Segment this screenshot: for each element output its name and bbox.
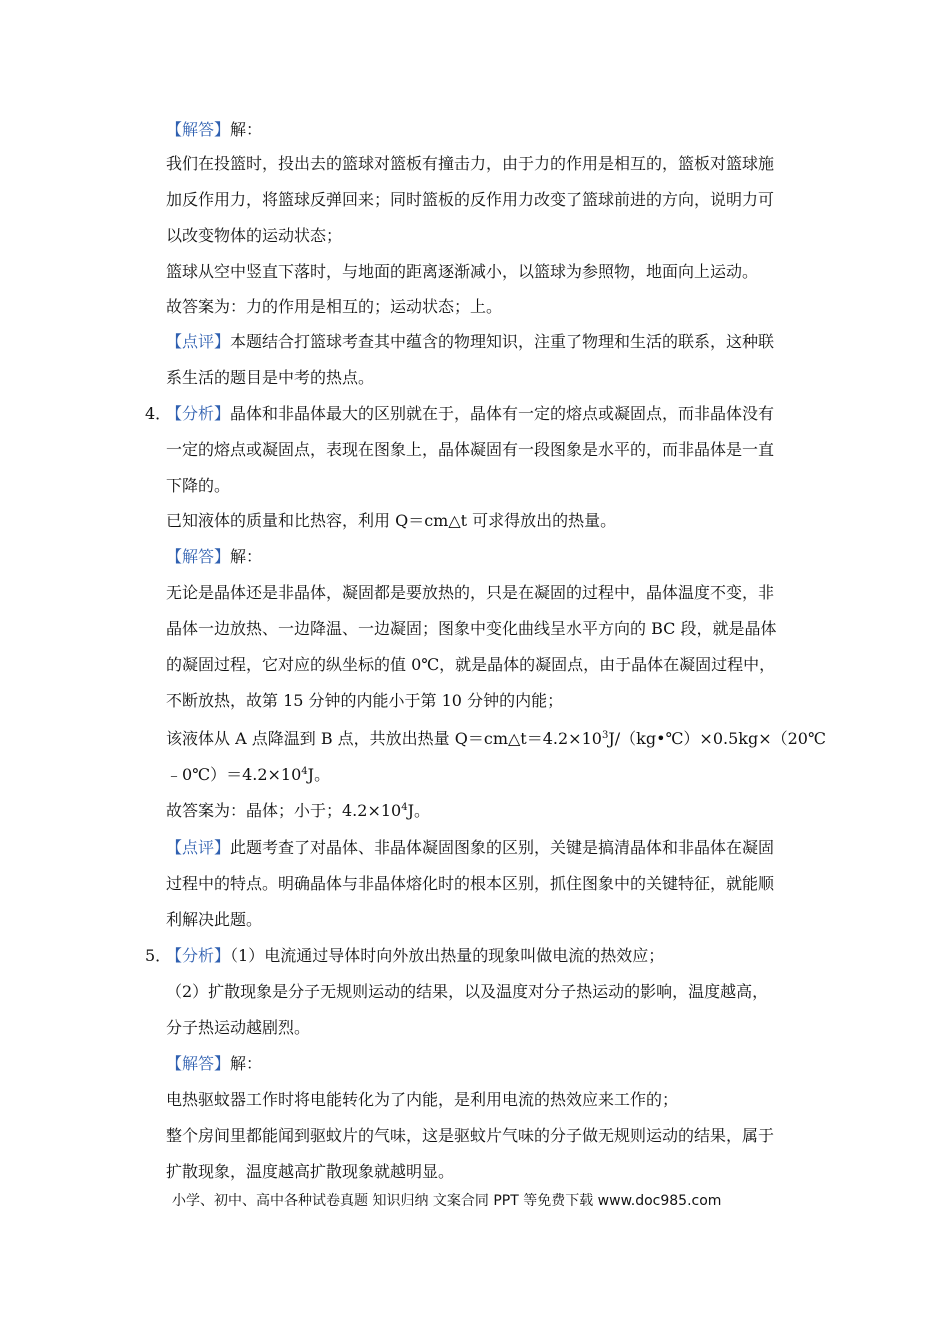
q5-answer-line-2: 整个房间里都能闻到驱蚊片的气味，这是驱蚊片气味的分子做无规则运动的结果，属于 xyxy=(166,1126,775,1145)
q5-analysis-line-2: （2）扩散现象是分子无规则运动的结果，以及温度对分子热运动的影响，温度越高， xyxy=(166,982,769,1001)
answer-tag: 【解答】 xyxy=(166,1054,231,1073)
q4-answer-line-3: 的凝固过程，它对应的纵坐标的值 0℃，就是晶体的凝固点，由于晶体在凝固过程中， xyxy=(166,655,776,674)
q4-analysis-line-2: 一定的熔点或凝固点，表现在图象上，晶体凝固有一段图象是水平的，而非晶体是一直 xyxy=(166,440,775,459)
q4-answer-line-1: 无论是晶体还是非晶体，凝固都是要放热的，只是在凝固的过程中，晶体温度不变，非 xyxy=(166,583,775,602)
q4-comment-line-1: 【点评】此题考查了对晶体、非晶体凝固图象的区别，关键是搞清晶体和非晶体在凝固 xyxy=(166,838,775,857)
q4-answer-line-6: $﹣0℃)=4.2\times 10^4J$。 xyxy=(166,765,331,784)
q3-final-answer: 故答案为：力的作用是相互的；运动状态；上。 xyxy=(166,297,503,316)
analysis-tag: 【分析】 xyxy=(166,946,231,965)
q4-comment-line-3: 利解决此题。 xyxy=(166,910,263,929)
q4-analysis-line-4: 已知液体的质量和比热容，利用 Q＝cm△t 可求得放出的热量。 xyxy=(166,511,617,530)
q3-answer-line-3: 以改变物体的运动状态； xyxy=(166,226,343,245)
page-footer: 小学、初中、高中各种试卷真题 知识归纳 文案合同 PPT 等免费下载 www.doc985.com xyxy=(172,1193,722,1209)
answer-tag: 【解答】 xyxy=(166,120,231,139)
q4-final-answer: 故答案为：晶体；小于；$4.2\times 10^4J$。 xyxy=(166,801,431,820)
q3-answer-line-4: 篮球从空中竖直下落时，与地面的距离逐渐减小，以篮球为参照物，地面向上运动。 xyxy=(166,262,759,281)
q4-answer-line-4: 不断放热，故第 15 分钟的内能小于第 10 分钟的内能； xyxy=(166,691,564,710)
q4-comment-line-2: 过程中的特点。明确晶体与非晶体熔化时的根本区别，抓住图象中的关键特征，就能顺 xyxy=(166,874,775,893)
q3-answer-line-2: 加反作用力，将篮球反弹回来；同时篮板的反作用力改变了篮球前进的方向，说明力可 xyxy=(166,190,775,209)
comment-tag: 【点评】 xyxy=(166,332,231,351)
comment-tag: 【点评】 xyxy=(166,838,231,857)
q5-analysis-line-1: 【分析】（1）电流通过导体时向外放出热量的现象叫做电流的热效应； xyxy=(166,946,665,965)
q4-answer-heading: 【解答】解： xyxy=(166,547,263,566)
analysis-tag: 【分析】 xyxy=(166,404,231,423)
q3-answer-heading: 【解答】解： xyxy=(166,120,263,139)
answer-tag: 【解答】 xyxy=(166,547,231,566)
q4-answer-line-5: 该液体从 A 点降温到 B 点，共放出热量 $Q=cm\triangle t=4.2\times 10^3J/(kg•℃)\times 0.5kg\times(20℃$ xyxy=(166,729,826,748)
q5-answer-line-1: 电热驱蚊器工作时将电能转化为了内能，是利用电流的热效应来工作的； xyxy=(166,1090,679,1109)
q4-analysis-line-3: 下降的。 xyxy=(166,476,231,495)
q5-answer-heading: 【解答】解： xyxy=(166,1054,263,1073)
q3-comment-line-2: 系生活的题目是中考的热点。 xyxy=(166,368,375,387)
q4-analysis-line-1: 【分析】晶体和非晶体最大的区别就在于，晶体有一定的熔点或凝固点，而非晶体没有 xyxy=(166,404,775,423)
q4-answer-line-2: 晶体一边放热、一边降温、一边凝固；图象中变化曲线呈水平方向的 BC 段，就是晶体 xyxy=(166,619,777,638)
q5-answer-line-3: 扩散现象，温度越高扩散现象就越明显。 xyxy=(166,1162,455,1181)
q3-comment-line-1: 【点评】本题结合打篮球考查其中蕴含的物理知识，注重了物理和生活的联系，这种联 xyxy=(166,332,775,351)
question-number-5: 5． xyxy=(145,946,172,965)
q5-analysis-line-3: 分子热运动越剧烈。 xyxy=(166,1018,311,1037)
q3-answer-line-1: 我们在投篮时，投出去的篮球对篮板有撞击力，由于力的作用是相互的，篮板对篮球施 xyxy=(166,154,775,173)
question-number-4: 4． xyxy=(145,404,172,423)
